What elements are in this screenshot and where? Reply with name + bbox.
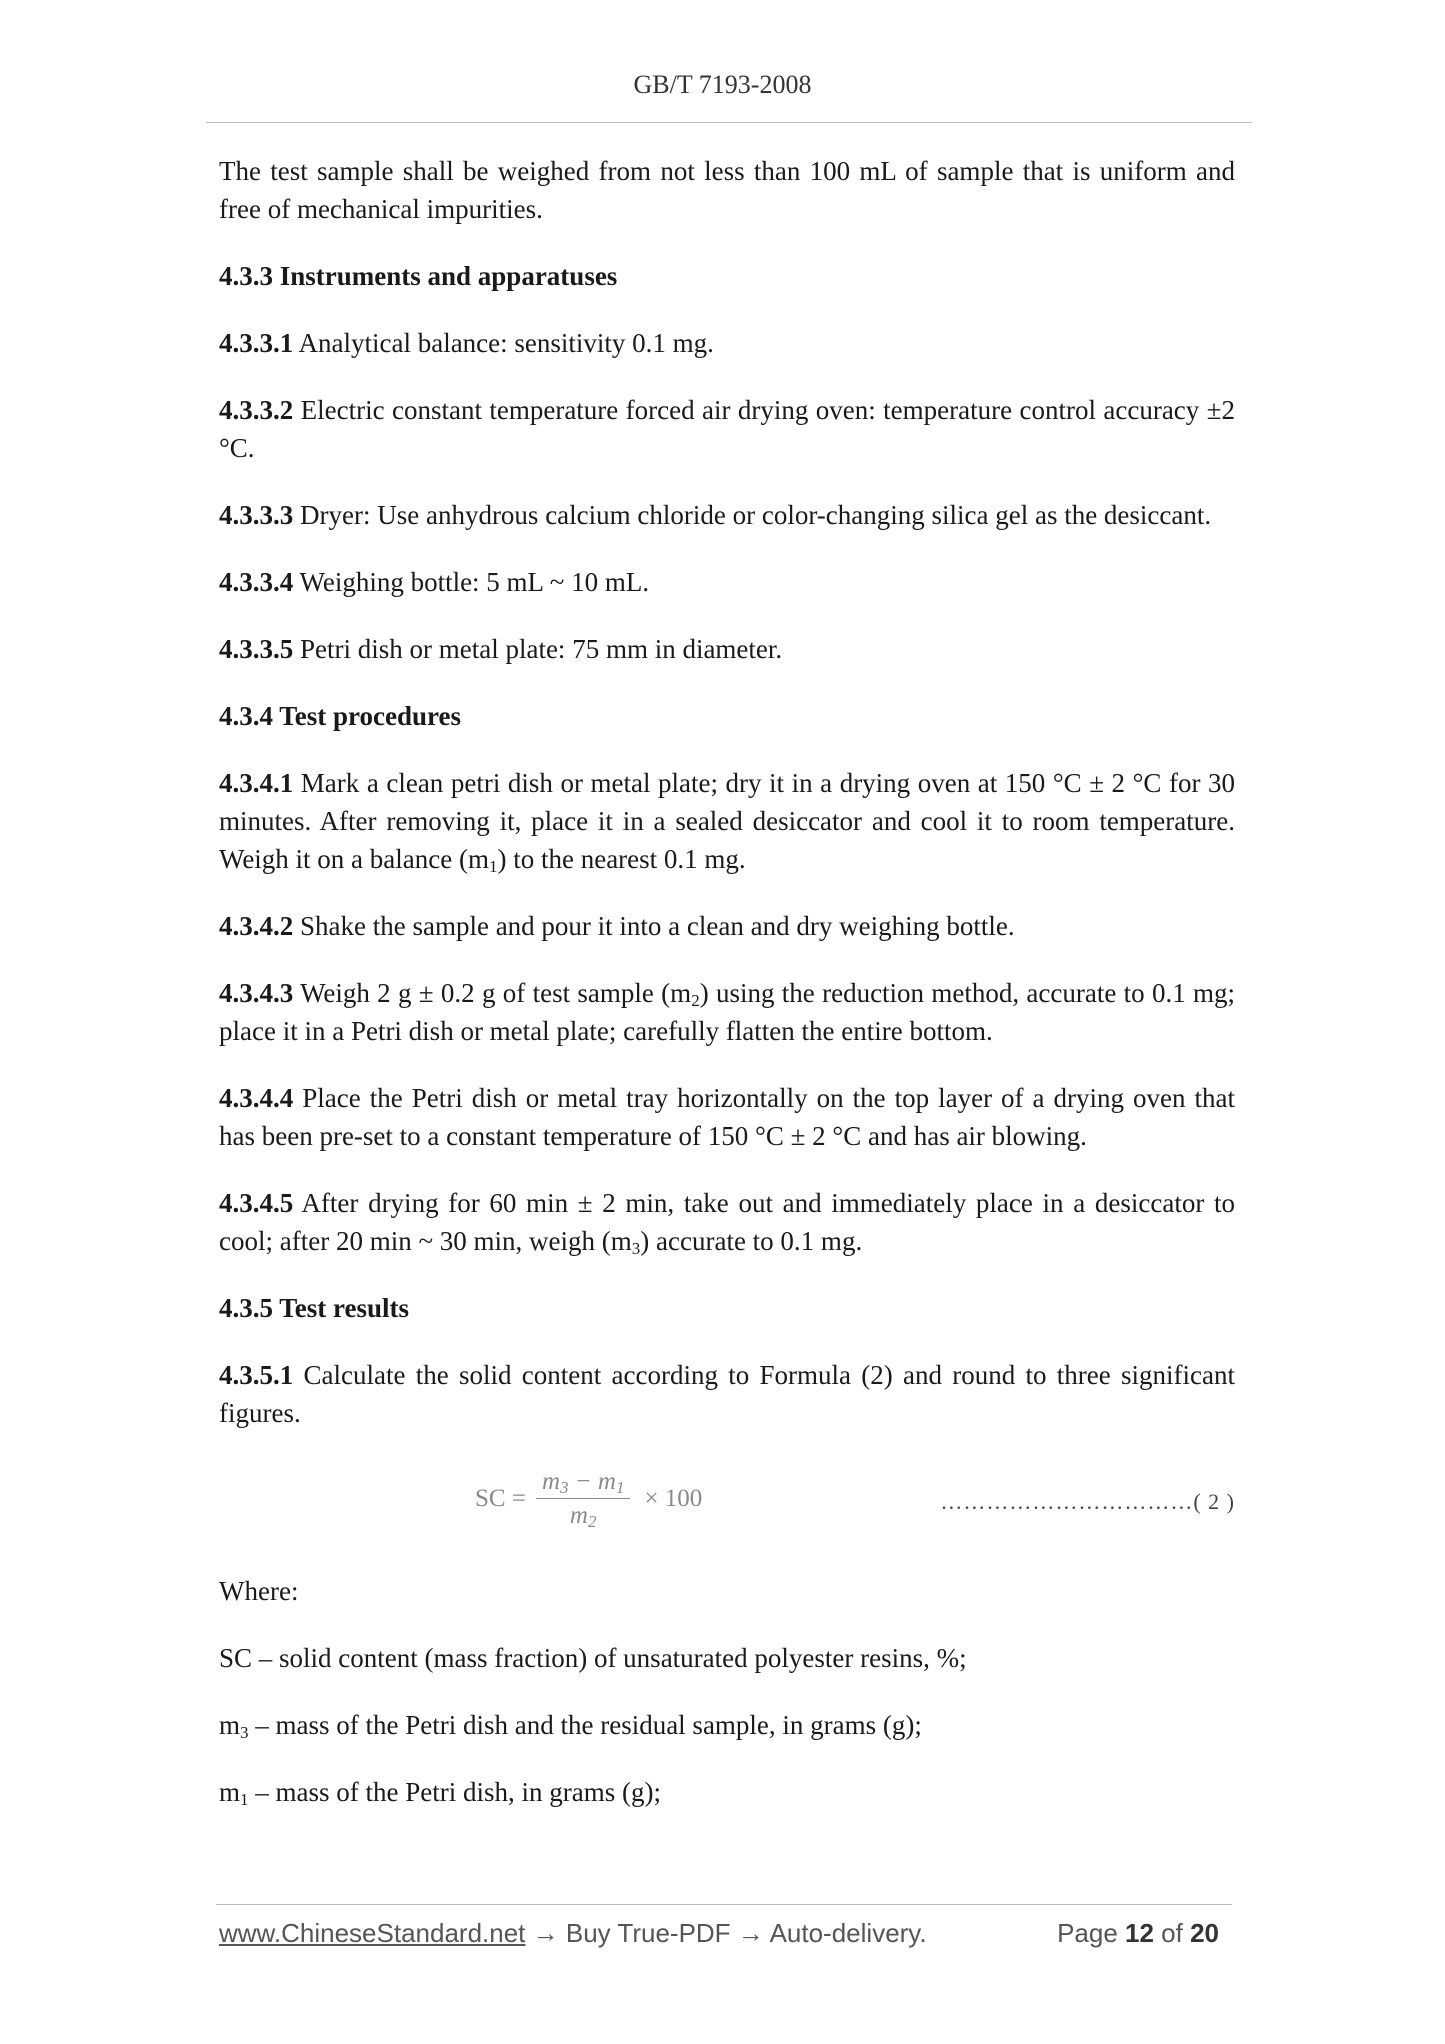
clause-text: Weighing bottle: 5 mL ~ 10 mL. (293, 567, 650, 597)
intro-paragraph: The test sample shall be weighed from not less than 100 mL of sample that is uniform and free of mechanical impurities. (219, 156, 1235, 224)
definition-text: – mass of the Petri dish and the residual sample, in grams (g); (248, 1710, 922, 1740)
clause-text: Shake the sample and pour it into a clean and dry weighing bottle. (293, 911, 1015, 941)
clause-number: 4.3.4.2 (219, 911, 294, 941)
clause-4-3-4-4 (219, 1079, 1235, 1155)
clause-4-3-3-2 (219, 391, 1235, 467)
page-content (219, 152, 1235, 1840)
clause-4-3-4-3 (219, 974, 1235, 1050)
clause-text: Calculate the solid content according to Formula (2) and round to three significant figures. (219, 1360, 1235, 1428)
clause-number: 4.3.3.5 (219, 634, 294, 664)
clause-4-3-4-5 (219, 1184, 1235, 1260)
fraction-numerator (536, 1466, 631, 1499)
clause-number: 4.3.3.4 (219, 567, 294, 597)
section-heading-4-3-4: 4.3.4 Test procedures (219, 701, 462, 731)
clause-4-3-3-4 (219, 563, 1235, 601)
subscript: 3 (631, 1239, 641, 1258)
clause-number: 4.3.4.5 (219, 1188, 294, 1218)
clause-text: Dryer: Use anhydrous calcium chloride or color-changing silica gel as the desiccant. (293, 500, 1212, 530)
clause-number: 4.3.5.1 (219, 1360, 294, 1390)
website-link[interactable]: www.ChineseStandard.net (219, 1918, 526, 1948)
clause-4-3-3-1 (219, 324, 1235, 362)
symbol: m (219, 1710, 241, 1740)
var-m1: m (597, 1467, 616, 1495)
footer-tagline: → Buy True-PDF → Auto-delivery. (525, 1918, 927, 1948)
definition-m1 (219, 1773, 1235, 1811)
section-heading-4-3-3: 4.3.3 Instruments and apparatuses (219, 261, 618, 291)
subscript: 2 (587, 1511, 597, 1531)
clause-text: Mark a clean petri dish or metal plate; dry it in a drying oven at 150 °C ± 2 °C for 30 minutes. After removing it, place it in a sealed desiccator and cool it to room temperature. Weigh it on a balance (m (219, 768, 1235, 874)
definition-text: – mass of the Petri dish, in grams (g); (248, 1777, 661, 1807)
page-indicator (1057, 1918, 1219, 1949)
subscript: 1 (615, 1477, 625, 1497)
clause-text: After drying for 60 min ± 2 min, take out and immediately place in a desiccator to cool; after 20 min ~ 30 min, weigh (m (219, 1188, 1235, 1256)
page-number: 12 (1125, 1918, 1154, 1948)
formula-lhs: SC = (475, 1485, 526, 1512)
of-label: of (1153, 1918, 1191, 1948)
clause-text-end: ) accurate to 0.1 mg. (640, 1226, 863, 1256)
clause-text: Electric constant temperature forced air drying oven: temperature control accuracy ±2 °C. (219, 395, 1235, 463)
clause-text-end: ) using the reduction method, accurate to 0.1 mg; place it in a Petri dish or metal plate; carefully flatten the entire bottom. (219, 978, 1236, 1046)
formula-expression (475, 1461, 702, 1537)
minus-sign: − (568, 1467, 598, 1495)
subscript: 3 (560, 1477, 569, 1497)
clause-number: 4.3.3.2 (219, 395, 294, 425)
section-heading-4-3-5: 4.3.5 Test results (219, 1293, 410, 1323)
where-label: Where: (219, 1576, 299, 1606)
clause-number: 4.3.4.3 (219, 978, 294, 1008)
subscript: 1 (240, 1790, 249, 1809)
page-footer (219, 1918, 1219, 1949)
clause-text-end: ) to the nearest 0.1 mg. (497, 844, 746, 874)
fraction-denominator (570, 1499, 597, 1533)
clause-text: Petri dish or metal plate: 75 mm in diameter. (293, 634, 783, 664)
definition-m3 (219, 1706, 1235, 1744)
symbol: m (219, 1777, 241, 1807)
clause-4-3-4-1 (219, 764, 1235, 878)
page-total: 20 (1190, 1918, 1219, 1948)
formula-number: ……………………………( 2 ) (940, 1489, 1235, 1514)
formula-fraction (536, 1466, 631, 1533)
clause-number: 4.3.3.1 (219, 328, 294, 358)
clause-4-3-3-3 (219, 496, 1235, 534)
clause-text: Place the Petri dish or metal tray horizontally on the top layer of a drying oven that has been pre-set to a constant temperature of 150 °C ± 2 °C and has air blowing. (219, 1083, 1235, 1151)
page-header: GB/T 7193-2008 (633, 70, 812, 99)
footer-divider (216, 1904, 1232, 1905)
formula-2 (219, 1461, 1235, 1537)
header-divider (206, 122, 1252, 123)
clause-4-3-3-5 (219, 630, 1235, 668)
var-m3: m (541, 1467, 560, 1495)
formula-multiplier: × 100 (644, 1485, 703, 1512)
clause-text: Analytical balance: sensitivity 0.1 mg. (293, 328, 714, 358)
clause-number: 4.3.4.4 (219, 1083, 294, 1113)
subscript: 3 (240, 1723, 249, 1742)
subscript: 1 (488, 857, 498, 876)
clause-number: 4.3.3.3 (219, 500, 294, 530)
clause-number: 4.3.4.1 (219, 768, 294, 798)
definition-sc: SC – solid content (mass fraction) of unsaturated polyester resins, %; (219, 1643, 967, 1673)
clause-4-3-4-2 (219, 907, 1235, 945)
clause-4-3-5-1 (219, 1356, 1235, 1432)
page-label: Page (1057, 1918, 1126, 1948)
clause-text: Weigh 2 g ± 0.2 g of test sample (m (293, 978, 692, 1008)
subscript: 2 (691, 991, 700, 1010)
var-m2: m (569, 1501, 588, 1529)
